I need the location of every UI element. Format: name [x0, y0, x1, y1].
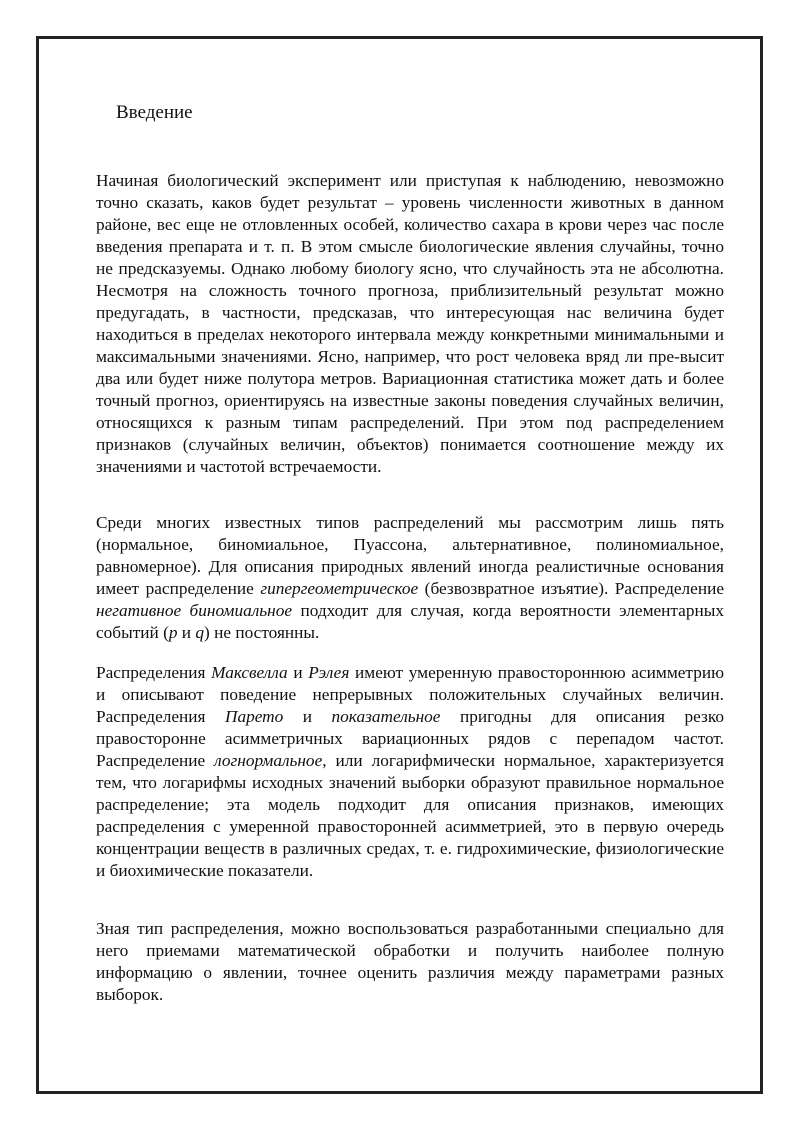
italic-term: Парето: [224, 707, 284, 726]
text-span: Среди многих известных типов распределений мы рассмотрим лишь пять (нормальное, биномиальное, Пуассона, альтернативное, полиномиальное, равномерное). Для описания природных явлений иногда реалистичные основания имеет распределение: [96, 513, 724, 598]
italic-symbol: q: [195, 623, 205, 642]
italic-term: Рэлея: [308, 663, 350, 682]
text-span: имеют умеренную правостороннюю асимметрию и описывают поведение непрерывных положительных случайных величин. Распределения: [96, 663, 724, 726]
italic-term: негативное биномиальное: [96, 601, 293, 620]
italic-term: гипергеометрическое: [260, 579, 419, 598]
paragraph-2: [96, 512, 724, 644]
italic-term: Максвелла: [211, 663, 288, 682]
text-span: пригодны для описания резко правосторонне асимметричных вариационных рядов с перепадом частот. Распределение: [96, 707, 724, 770]
text-span: подходит для случая, когда вероятности элементарных событий (: [96, 601, 724, 642]
text-span: (безвозвратное изъятие). Распределение: [418, 579, 725, 598]
text-span: ) не постоянны.: [204, 623, 320, 642]
text-span: и: [287, 663, 309, 682]
paragraph-4: Зная тип распределения, можно воспользоваться разработанными специально для него приемами математической обработки и получить наиболее полную информацию о явлении, точнее оценить различия между параметрами разных выборок.: [96, 919, 724, 1004]
text-span: и: [177, 623, 196, 642]
text-span: Распределения: [96, 663, 212, 682]
paragraph-1: Начиная биологический эксперимент или приступая к наблюдению, невозможно точно сказать, каков будет результат – уровень численности животных в данном районе, вес еще не отловленных особей, количество сахара в крови через час после введения препарата и т. п. В этом смысле биологические явления случайны, точно не предсказуемы. Однако любому биологу ясно, что случайность эта не абсолютна. Несмотря на сложность точного прогноза, приблизительный результат можно предугадать, в частности, предсказав, что интересующая нас величина будет находиться в пределах некоторого интервала между конкретными минимальными и максимальными значениями. Ясно, например, что рост человека вряд ли пре-высит два или будет ниже полутора метров. Вариационная статистика может дать и более точный прогноз, ориентируясь на известные законы поведения случайных величин, относящихся к разным типам распределений. При этом под распределением признаков (случайных величин, объектов) понимается соотношение между их значениями и частотой встречаемости.: [96, 171, 724, 476]
section-heading: Введение: [116, 102, 193, 123]
text-span: и: [283, 707, 332, 726]
italic-term: показательное: [331, 707, 441, 726]
italic-symbol: p: [168, 623, 178, 642]
italic-term: логнормальное: [214, 751, 323, 770]
text-span: , или логарифмически нормальное, характеризуется тем, что логарифмы исходных значений выборки образуют правильное нормальное распределение; эта модель подходит для описания признаков, имеющих распределения с умеренной правосторонней асимметрией, это в первую очередь концентрации веществ в различных средах, т. е. гидрохимические, физиологические и биохимические показатели.: [96, 751, 724, 880]
paragraph-3: [96, 662, 724, 882]
